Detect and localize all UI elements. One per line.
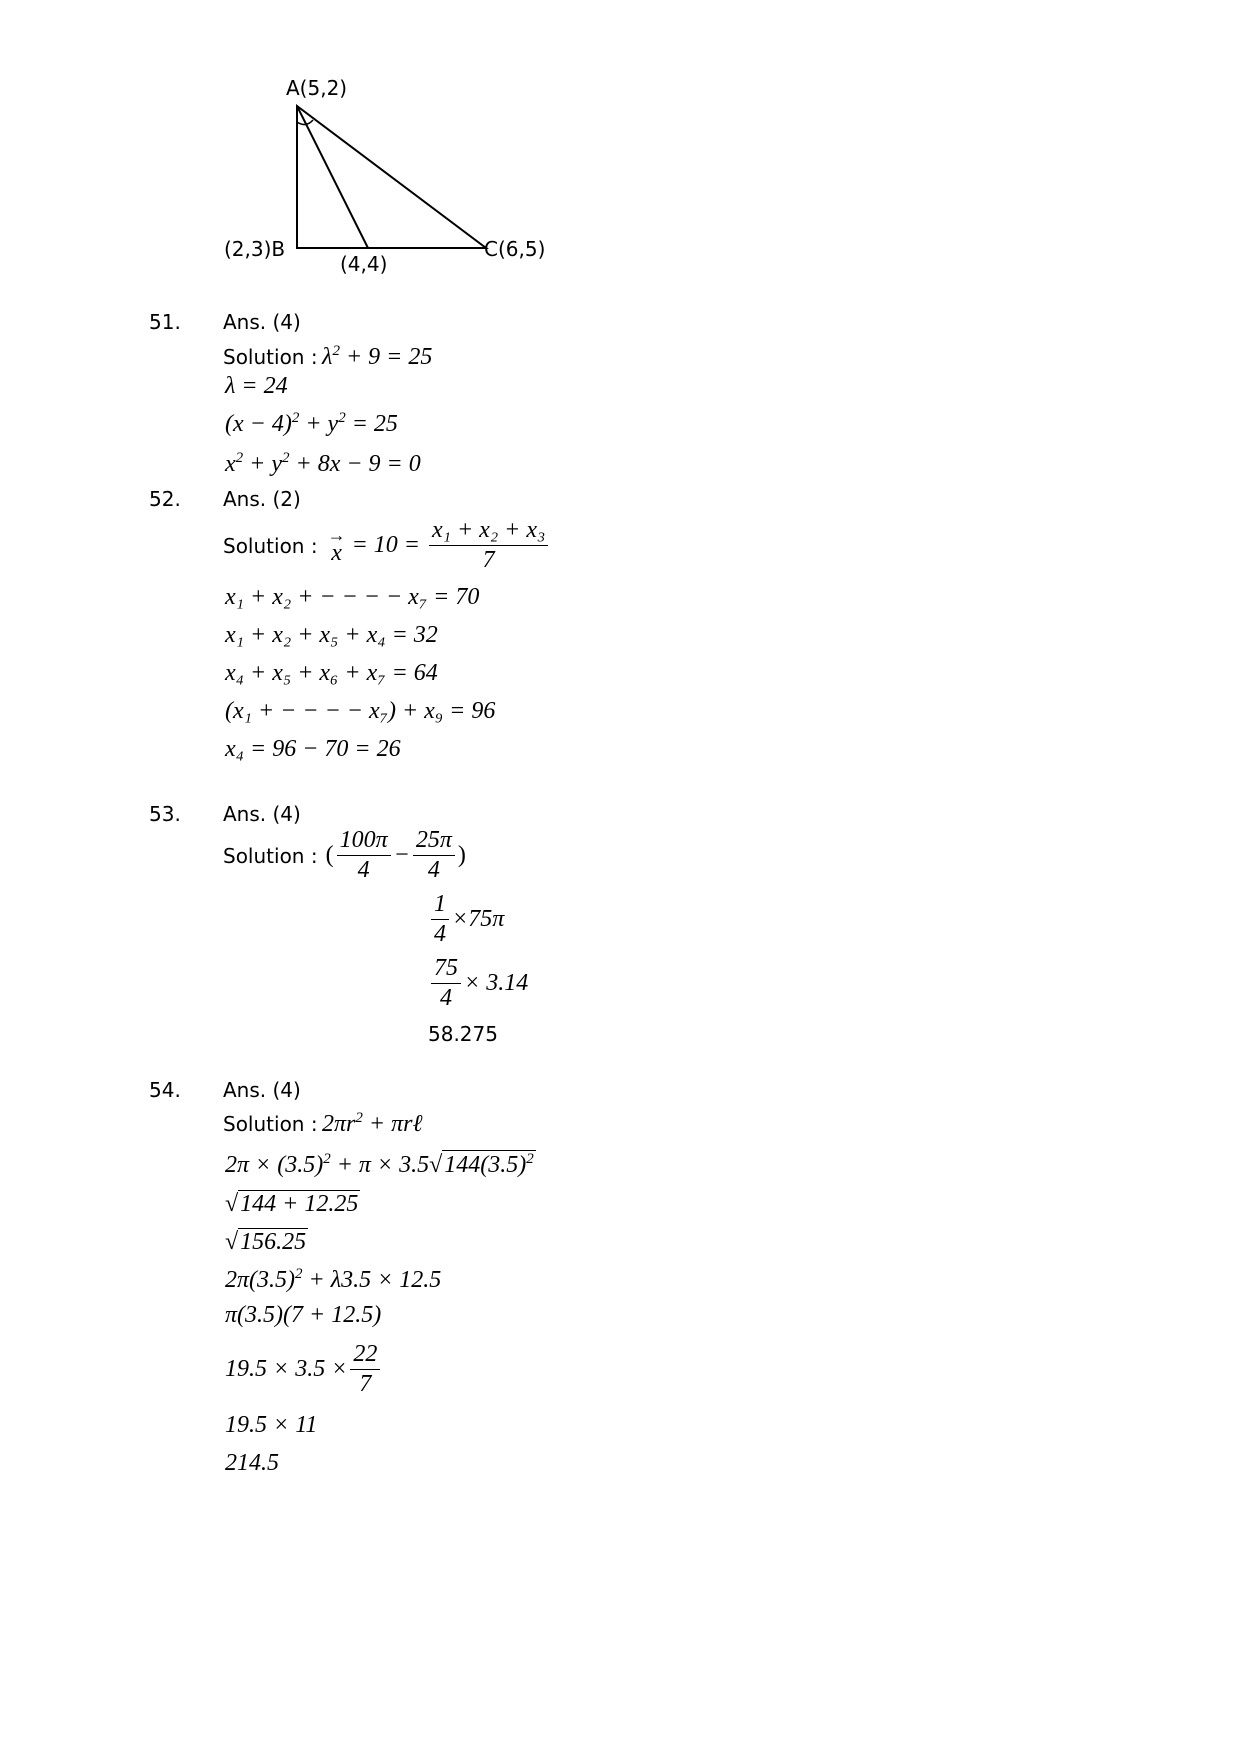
solution-line: √144 + 12.25 — [225, 1191, 359, 1217]
answer-label: Ans. (2) — [223, 487, 301, 511]
solution-line: $2\pi \times (3.5)^2 + \pi \times 3.5√144(3.5)^2$ — [225, 1151, 534, 1178]
solution-line: 58.275 — [428, 1022, 498, 1046]
solution-line — [223, 343, 432, 371]
solution-line: $\frac{75}{4}$ × 3.14 — [428, 956, 528, 1011]
solution-line — [223, 1110, 422, 1138]
solution-line: 214.5 — [225, 1450, 279, 1476]
solution-line: x₄ = 96 − 70 = 26 — [225, 736, 401, 762]
label-point-d: (4,4) — [340, 252, 388, 276]
solution-line: $\frac{1}{4}$ ×75π — [428, 892, 504, 947]
solution-line: $(x - 4)^2 + y^2 = 25$ — [225, 410, 398, 437]
solution-label: Solution : — [223, 533, 318, 558]
question-number: 54. — [149, 1078, 181, 1102]
solution-line: 19.5 × 11 — [225, 1412, 318, 1438]
question-number: 52. — [149, 487, 181, 511]
triangle-abc — [297, 106, 486, 248]
question-number: 53. — [149, 802, 181, 826]
solution-label: Solution : — [223, 843, 318, 868]
math-expression: ( $\frac{100\pi}{4}$ − $\frac{25\pi}{4}$ ) — [325, 827, 466, 884]
math-expression: $\lambda^2 + 9 = 25$ — [322, 343, 433, 370]
solution-line: x₁ + x₂ + x₅ + x₄ = 32 — [225, 622, 438, 648]
solution-label: Solution : — [223, 1112, 318, 1136]
triangle-diagram — [0, 0, 600, 290]
solution-line: √156.25 — [225, 1229, 307, 1255]
question-number: 51. — [149, 310, 181, 334]
solution-line: 19.5 × 3.5 × $\frac{22}{7}$ — [225, 1342, 383, 1397]
solution-line — [223, 828, 466, 883]
solution-line: π(3.5)(7 + 12.5) — [225, 1302, 382, 1328]
label-point-a: A(5,2) — [286, 76, 348, 100]
label-point-c: C(6,5) — [484, 237, 546, 261]
solution-line: $2\pi(3.5)^2 + \lambda 3.5 \times 12.5$ — [225, 1266, 442, 1293]
math-expression: → x = 10 = $\frac{\text{x₁ + x₂ + x₃}}{7}$ — [328, 518, 552, 573]
solution-line: x₁ + x₂ + − − − − x₇ = 70 — [225, 584, 480, 610]
solution-line — [223, 518, 551, 573]
math-expression: $2\pi r^2$ + πrℓ — [322, 1110, 423, 1137]
solution-line: $x^2 + y^2 + 8x - 9 = 0$ — [225, 450, 421, 477]
bisector-line — [297, 106, 368, 248]
answer-label: Ans. (4) — [223, 1078, 301, 1102]
solution-label: Solution : — [223, 345, 318, 369]
answer-label: Ans. (4) — [223, 802, 301, 826]
solution-line: λ = 24 — [225, 373, 288, 399]
answer-label: Ans. (4) — [223, 310, 301, 334]
solution-line: (x₁ + − − − − x₇) + x₉ = 96 — [225, 698, 496, 724]
solution-line: x₄ + x₅ + x₆ + x₇ = 64 — [225, 660, 438, 686]
label-point-b: (2,3)B — [224, 237, 286, 261]
